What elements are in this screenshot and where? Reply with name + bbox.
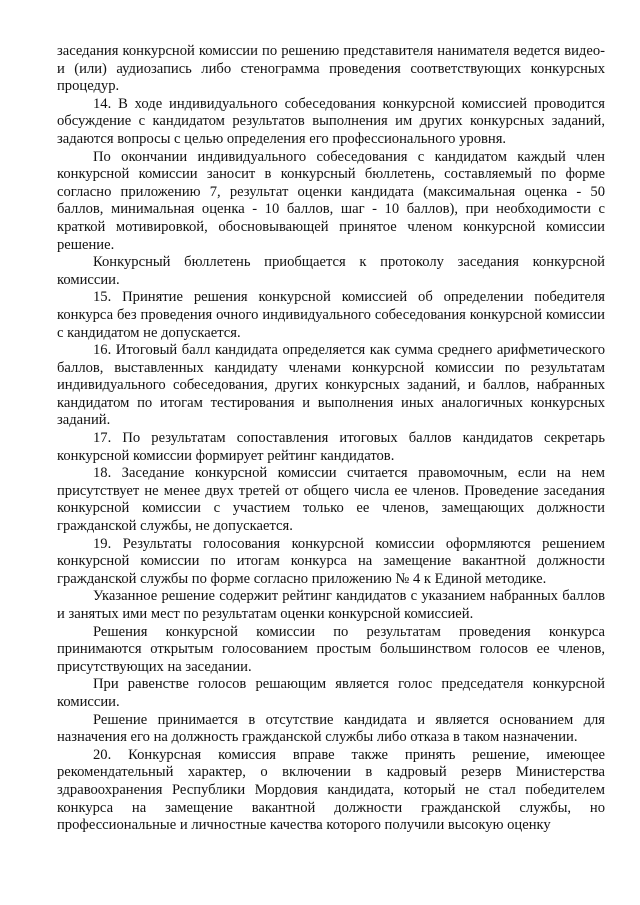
paragraph-item-18: 18. Заседание конкурсной комиссии считается правомочным, если на нем присутствует не менее двух третей от общего числа ее членов. Проведение заседания конкурсной комиссии с участием только ее членов, замещающих должности гражданской службы, не допускается. <box>57 465 605 535</box>
document-body <box>57 43 605 835</box>
paragraph-continuation: заседания конкурсной комиссии по решению представителя нанимателя ведется видео- и (или) аудиозапись либо стенограмма проведения соответствующих конкурсных процедур. <box>57 43 605 95</box>
paragraph-item-15: 15. Принятие решения конкурсной комиссией об определении победителя конкурса без проведения очного индивидуального собеседования конкурсной комиссии с кандидатом не допускается. <box>57 289 605 341</box>
paragraph-item-20: 20. Конкурсная комиссия вправе также принять решение, имеющее рекомендательный характер, о включении в кадровый резерв Министерства здравоохранения Республики Мордовия кандидата, который не стал победителем конкурса на замещение вакантной должности гражданской службы, но профессиональные и личностные качества которого получили высокую оценку <box>57 746 605 834</box>
paragraph-ballot-attached: Конкурсный бюллетень приобщается к протоколу заседания конкурсной комиссии. <box>57 254 605 288</box>
paragraph-equal-votes: При равенстве голосов решающим является голос председателя конкурсной комиссии. <box>57 676 605 710</box>
paragraph-item-16: 16. Итоговый балл кандидата определяется как сумма среднего арифметического баллов, выставленных кандидату членами конкурсной комиссии по результатам индивидуального собеседования, других конкурсных заданий, и баллов, набранных кандидатом по итогам тестирования и выполнения иных аналогичных конкурсных заданий. <box>57 342 605 429</box>
paragraph-item-14: 14. В ходе индивидуального собеседования конкурсной комиссией проводится обсуждение с кандидатом результатов выполнения им других конкурсных заданий, задаются вопросы с целью определения его профессионального уровня. <box>57 95 605 147</box>
paragraph-decision-rating: Указанное решение содержит рейтинг кандидатов с указанием набранных баллов и занятых ими мест по результатам оценки конкурсной комиссией. <box>57 588 605 622</box>
paragraph-decision-absence: Решение принимается в отсутствие кандидата и является основанием для назначения его на должность гражданской службы либо отказа в таком назначении. <box>57 711 605 746</box>
paragraph-open-voting: Решения конкурсной комиссии по результатам проведения конкурса принимаются открытым голосованием простым большинством голосов ее членов, присутствующих на заседании. <box>57 623 605 675</box>
paragraph-item-19: 19. Результаты голосования конкурсной комиссии оформляются решением конкурсной комиссии по итогам конкурса на замещение вакантной должности гражданской службы по форме согласно приложению № 4 к Единой методике. <box>57 535 605 587</box>
paragraph-item-17: 17. По результатам сопоставления итоговых баллов кандидатов секретарь конкурсной комиссии формирует рейтинг кандидатов. <box>57 430 605 464</box>
paragraph-ballot-entry: По окончании индивидуального собеседования с кандидатом каждый член конкурсной комиссии заносит в конкурсный бюллетень, составляемый по форме согласно приложению 7, результат оценки кандидата (максимальная оценка - 50 баллов, минимальная оценка - 10 баллов, шаг - 10 баллов), при необходимости с краткой мотивировкой, обосновывающей принятое членом конкурсной комиссии решение. <box>57 148 605 253</box>
